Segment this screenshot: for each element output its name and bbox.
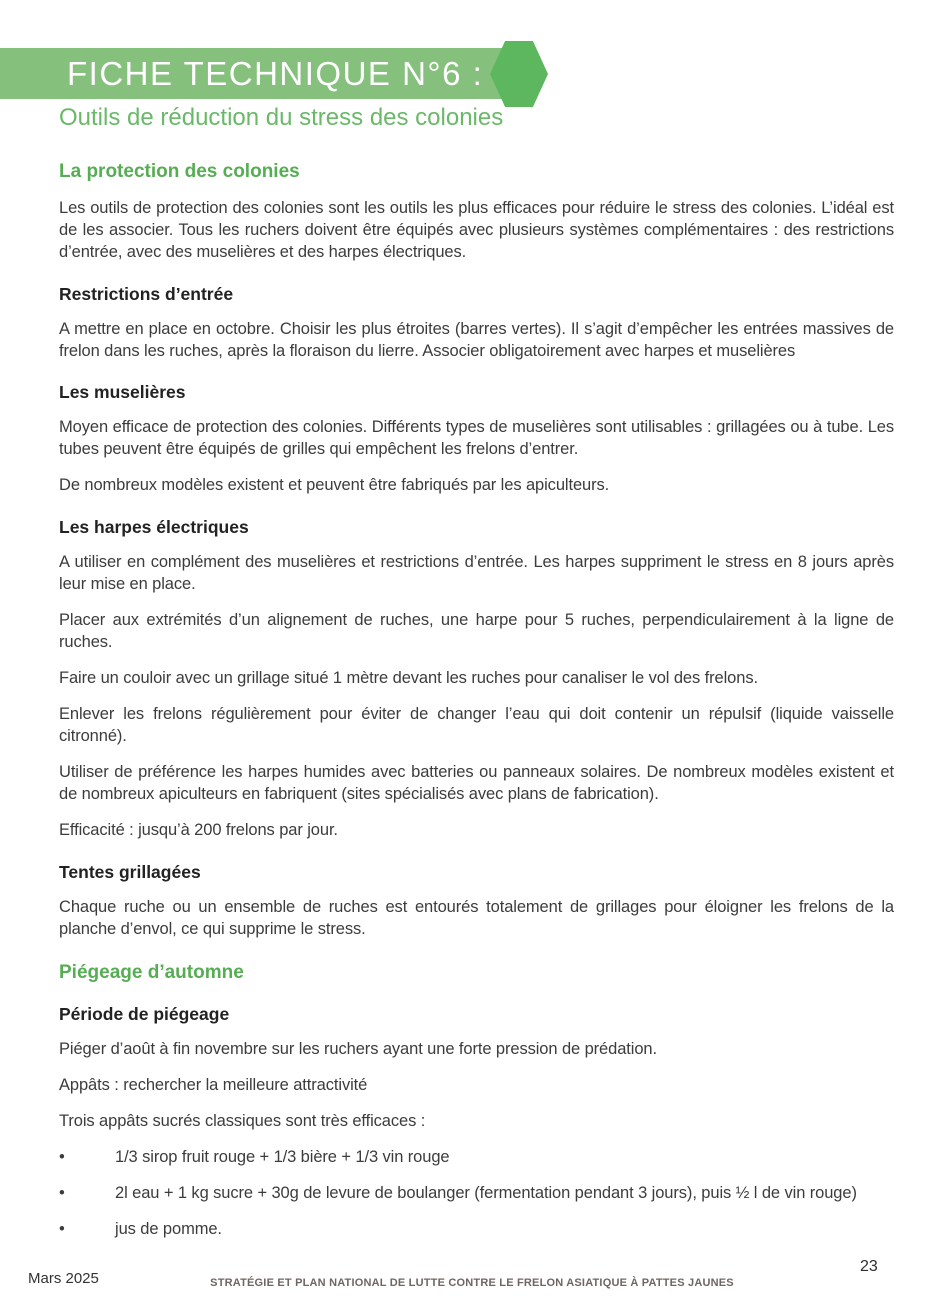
paragraph: Chaque ruche ou un ensemble de ruches est entourés totalement de grillages pour éloigner les frelons de la planche d’envol, ce qui supprime le stress. — [59, 897, 894, 938]
sub-heading: Les harpes électriques — [59, 517, 249, 538]
sub-heading: Restrictions d’entrée — [59, 283, 234, 304]
page-number: 23 — [860, 1258, 878, 1275]
footer-running-title: STRATÉGIE ET PLAN NATIONAL DE LUTTE CONTRE LE FRELON ASIATIQUE À PATTES JAUNES — [210, 1277, 734, 1289]
paragraph: A mettre en place en octobre. Choisir les plus étroites (barres vertes). Il s’agit d’empêcher les entrées massives de frelon dans les ruches, après la floraison du lierre. Associer obligatoirement avec harpes et muselières — [59, 319, 894, 360]
paragraph: Efficacité : jusqu’à 200 frelons par jour. — [59, 820, 338, 839]
bullet-item — [59, 1219, 894, 1241]
bullet-item — [59, 1147, 894, 1169]
section-heading-green: La protection des colonies — [59, 161, 300, 182]
banner-title: FICHE TECHNIQUE N°6 : — [67, 54, 484, 92]
footer-date: Mars 2025 — [28, 1270, 99, 1287]
bullet-item — [59, 1183, 894, 1205]
paragraph: Les outils de protection des colonies sont les outils les plus efficaces pour réduire le stress des colonies. L’idéal est de les associer. Tous les ruchers doivent être équipés avec plusieurs systèmes complémentaires : des restrictions d’entrée, avec des muselières et des harpes électriques. — [59, 198, 894, 261]
bullet-text: jus de pomme. — [115, 1219, 222, 1238]
paragraph: Faire un couloir avec un grillage situé 1 mètre devant les ruches pour canaliser le vol des frelons. — [59, 669, 758, 687]
bullet-text: 2l eau + 1 kg sucre + 30g de levure de boulanger (fermentation pendant 3 jours), puis ½ l de vin rouge) — [115, 1184, 857, 1202]
fiche-banner — [0, 45, 560, 109]
bullet-icon: • — [59, 1219, 65, 1238]
paragraph: De nombreux modèles existent et peuvent être fabriqués par les apiculteurs. — [59, 476, 610, 495]
bullet-icon: • — [59, 1184, 65, 1202]
page-subtitle: Outils de réduction du stress des colonies — [59, 104, 504, 131]
section-heading-green: Piégeage d’automne — [59, 961, 244, 983]
document-body — [59, 140, 894, 1241]
sub-heading: Les muselières — [59, 382, 186, 403]
sub-heading: Tentes grillagées — [59, 861, 201, 882]
banner-bar — [0, 48, 518, 99]
paragraph: Placer aux extrémités d’un alignement de ruches, une harpe pour 5 ruches, perpendiculairement à la ligne de ruches. — [59, 611, 894, 652]
paragraph: A utiliser en complément des muselières et restrictions d’entrée. Les harpes suppriment le stress en 8 jours après leur mise en place. — [59, 553, 894, 594]
paragraph: Enlever les frelons régulièrement pour éviter de changer l’eau qui doit contenir un répulsif (liquide vaisselle citronné). — [59, 704, 894, 745]
sub-heading: Période de piégeage — [59, 1004, 230, 1025]
bullet-text: 1/3 sirop fruit rouge + 1/3 bière + 1/3 vin rouge — [115, 1148, 450, 1167]
paragraph: Appâts : rechercher la meilleure attractivité — [59, 1076, 368, 1095]
paragraph: Piéger d’août à fin novembre sur les ruchers ayant une forte pression de prédation. — [59, 1040, 657, 1059]
paragraph: Trois appâts sucrés classiques sont très efficaces : — [59, 1112, 426, 1131]
bullet-icon: • — [59, 1148, 65, 1167]
paragraph: Utiliser de préférence les harpes humides avec batteries ou panneaux solaires. De nombreux modèles existent et de nombreux apiculteurs en fabriquent (sites spécialisés avec plans de fabrication). — [59, 762, 894, 803]
paragraph: Moyen efficace de protection des colonies. Différents types de muselières sont utilisables : grillagées ou à tube. Les tubes peuvent être équipés de grilles qui empêchent les frelons d’entrer. — [59, 418, 894, 459]
